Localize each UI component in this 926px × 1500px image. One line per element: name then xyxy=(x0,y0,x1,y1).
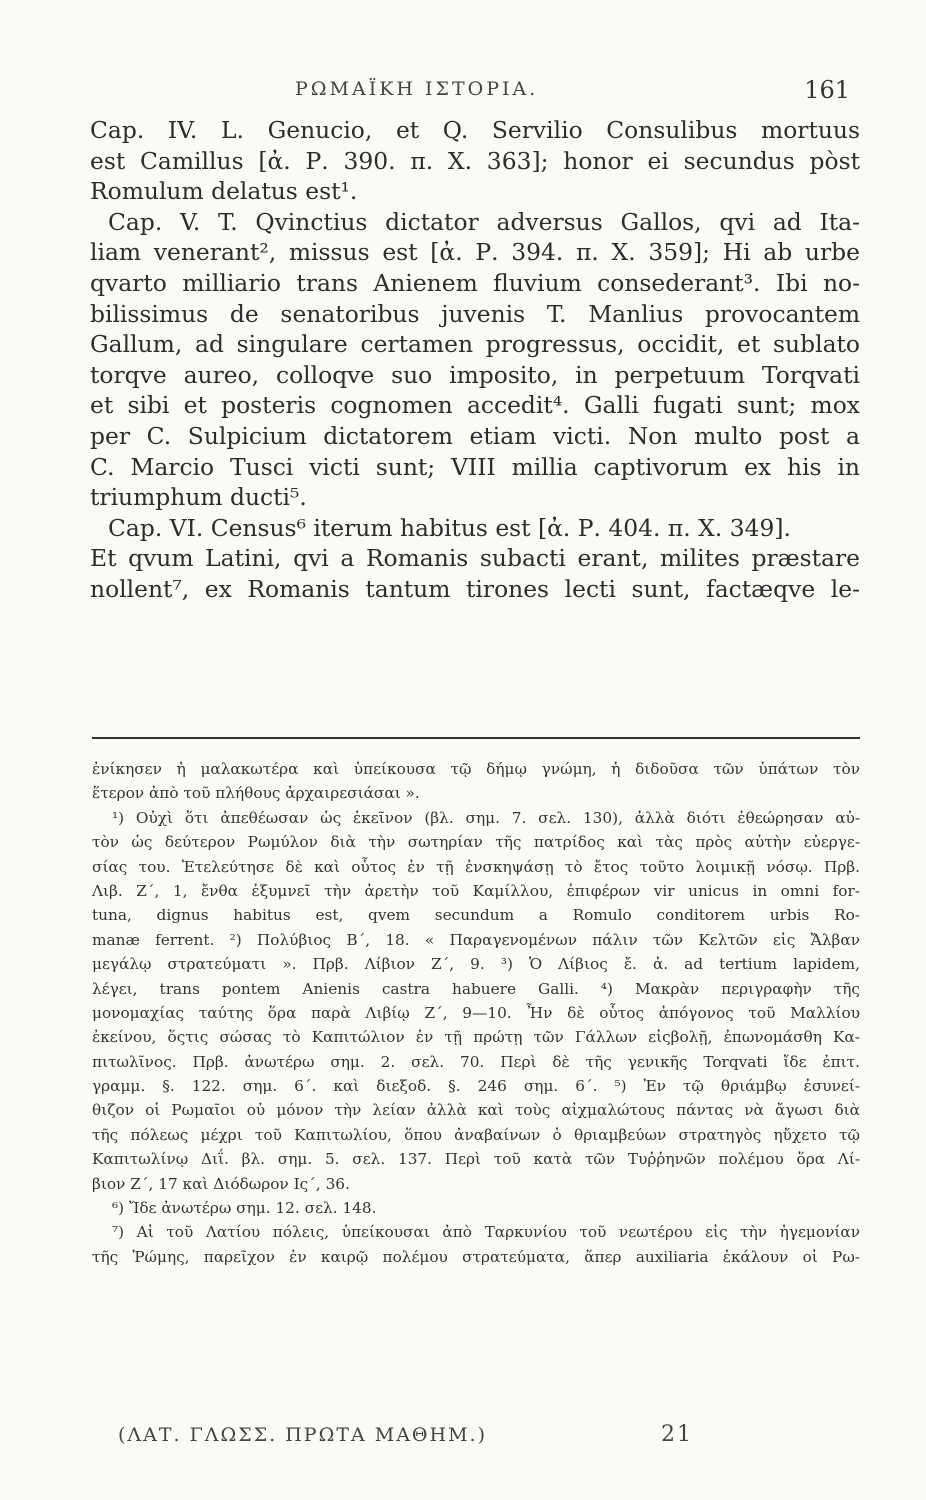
footnote-line: ἕτερον ἀπὸ τοῦ πλήθους ἀρχαιρεσιάσαι ». xyxy=(92,784,420,803)
footnote-line: μονομαχίας ταύτης ὅρα παρὰ Λιβίῳ Ζ΄, 9—10. Ἦν δὲ οὗτος ἀπόγονος τοῦ Μαλλίου xyxy=(92,1003,860,1022)
main-line: Cap. VI. Census⁶ iterum habitus est [ἀ. Ρ. 404. π. Χ. 349]. xyxy=(108,513,791,542)
main-line: triumphum ducti⁵. xyxy=(90,483,307,512)
footnote-line: ¹) Οὐχὶ ὅτι ἀπεθέωσαν ὡς ἐκεῖνον (βλ. σημ. 7. σελ. 130), ἀλλὰ διότι ἐθεώρησαν αὐ- xyxy=(112,808,860,827)
footnote-line: θιζον οἱ Ρωμαῖοι οὐ μόνον τὴν λείαν ἀλλὰ καὶ τοὺς αἰχμαλώτους πάντας νὰ ἄγωσι διὰ xyxy=(92,1101,860,1120)
footnote-line: βιον Ζ΄, 17 καὶ Διόδωρον Ις΄, 36. xyxy=(92,1174,350,1193)
main-line: Cap. V. T. Qvinctius dictator adversus Gallos, qvi ad Ita- xyxy=(108,207,860,236)
footnote-line: manæ ferrent. ²) Πολύβιος Β΄, 18. « Παραγενομένων πάλιν τῶν Κελτῶν εἰς Ἄλβαν xyxy=(92,930,860,949)
footnote-line: ⁷) Αἱ τοῦ Λατίου πόλεις, ὑπείκουσαι ἀπὸ Ταρκυνίου τοῦ νεωτέρου εἰς τὴν ἡγεμονίαν xyxy=(112,1223,860,1242)
footnote-line: μεγάλῳ στρατεύματι ». Πρβ. Λίβιον Ζ΄, 9. ³) Ὁ Λίβιος ἔ. ἀ. ad tertium lapidem, xyxy=(92,955,860,974)
page-number: 161 xyxy=(804,76,850,104)
running-title: ΡΩΜΑΪΚΗ ΙΣΤΟΡΙΑ. xyxy=(295,78,539,100)
footnote-line: σίας του. Ἐτελεύτησε δὲ καὶ οὗτος ἐν τῇ ἐνσκηψάσῃ τὸ ἔτος τοῦτο λοιμικῇ νόσῳ. Πρβ. xyxy=(92,857,860,876)
footnote-line: τὸν ὡς δεύτερον Ρωμύλον διὰ τὴν σωτηρίαν τῆς πατρίδος καὶ τὰς πρὸς αὐτὴν εὐεργε- xyxy=(92,833,860,852)
main-line: bilissimus de senatoribus juvenis T. Manlius provocantem xyxy=(90,299,860,328)
printer-signature xyxy=(118,1424,693,1454)
main-line: Cap. IV. L. Genucio, et Q. Servilio Consulibus mortuus xyxy=(90,116,860,144)
main-line: et sibi et posteris cognomen accedit⁴. Galli fugati sunt; mox xyxy=(90,391,860,420)
footnote-line: ⁶) Ἴδε ἀνωτέρω σημ. 12. σελ. 148. xyxy=(112,1199,377,1218)
footnote-line: λέγει, trans pontem Anienis castra habuere Galli. ⁴) Μακρὰν περιγραφὴν τῆς xyxy=(92,979,860,998)
main-line: Romulum delatus est¹. xyxy=(90,177,358,206)
footnote-line: ἐνίκησεν ἡ μαλακωτέρα καὶ ὑπείκουσα τῷ δήμῳ γνώμη, ἡ διδοῦσα τῶν ὑπάτων τὸν xyxy=(92,760,860,778)
main-line: nollent⁷, ex Romanis tantum tirones lecti sunt, factæqve le- xyxy=(90,574,860,603)
main-line: per C. Sulpicium dictatorem etiam victi. Non multo post a xyxy=(90,421,860,450)
footnotes xyxy=(92,757,860,1269)
main-line: est Camillus [ἀ. Ρ. 390. π. Χ. 363]; honor ei secundus pòst xyxy=(90,146,860,175)
main-text xyxy=(90,115,860,605)
footnote-line: tuna, dignus habitus est, qvem secundum a Romulo conditorem urbis Ro- xyxy=(92,906,860,925)
main-line: Gallum, ad singulare certamen progressus, occidit, et sublato xyxy=(90,330,860,359)
footnote-separator-rule xyxy=(92,737,860,739)
main-line: liam venerant², missus est [ἀ. Ρ. 394. π. Χ. 359]; Hi ab urbe xyxy=(90,238,860,267)
footnote-line: τῆς πόλεως μέχρι τοῦ Καπιτωλίου, ὅπου ἀναβαίνων ὁ θριαμβεύων στρατηγὸς ηὔχετο τῷ xyxy=(92,1125,860,1144)
signature-mark: (ΛΑΤ. ΓΛΩΣΣ. ΠΡΩΤΑ ΜΑΘΗΜ.) xyxy=(118,1424,487,1446)
footnote-line: γραμμ. §. 122. σημ. 6΄. καὶ διεξοδ. §. 246 σημ. 6΄. ⁵) Ἐν τῷ θριάμβῳ ἐσυνεί- xyxy=(92,1077,860,1096)
footnote-line: Λιβ. Ζ΄, 1, ἔνθα ἐξυμνεῖ τὴν ἀρετὴν τοῦ Καμίλλου, ἐπιφέρων vir unicus in omni for- xyxy=(92,881,860,900)
main-line: C. Marcio Tusci victi sunt; VIII millia captivorum ex his in xyxy=(90,452,860,481)
page-header xyxy=(295,78,850,110)
footnote-line: ἐκείνου, ὅςτις σώσας τὸ Καπιτώλιον ἐν τῇ πρώτῃ τῶν Γάλλων εἰςβολῇ, ἐπωνομάσθη Κα- xyxy=(92,1028,860,1047)
main-line: qvarto milliario trans Anienem fluvium consederant³. Ibi no- xyxy=(90,268,860,297)
main-line: Et qvum Latini, qvi a Romanis subacti erant, milites præstare xyxy=(90,544,860,573)
footnote-line: πιτωλῖνος. Πρβ. ἀνωτέρω σημ. 2. σελ. 70. Περὶ δὲ τῆς γενικῆς Torqvati ἴδε ἐπιτ. xyxy=(92,1052,860,1071)
footnote-line: Καπιτωλίνῳ Διΐ. βλ. σημ. 5. σελ. 137. Περὶ τοῦ κατὰ τῶν Τυῤῥηνῶν πολέμου ὅρα Λί- xyxy=(92,1150,860,1169)
footnote-line: τῆς Ῥώμης, παρεῖχον ἐν καιρῷ πολέμου στρατεύματα, ἅπερ auxiliaria ἐκάλουν οἱ Ρω- xyxy=(92,1247,860,1266)
main-line: torqve aureo, colloqve suo imposito, in perpetuum Torqvati xyxy=(90,360,860,389)
signature-number: 21 xyxy=(661,1422,693,1447)
